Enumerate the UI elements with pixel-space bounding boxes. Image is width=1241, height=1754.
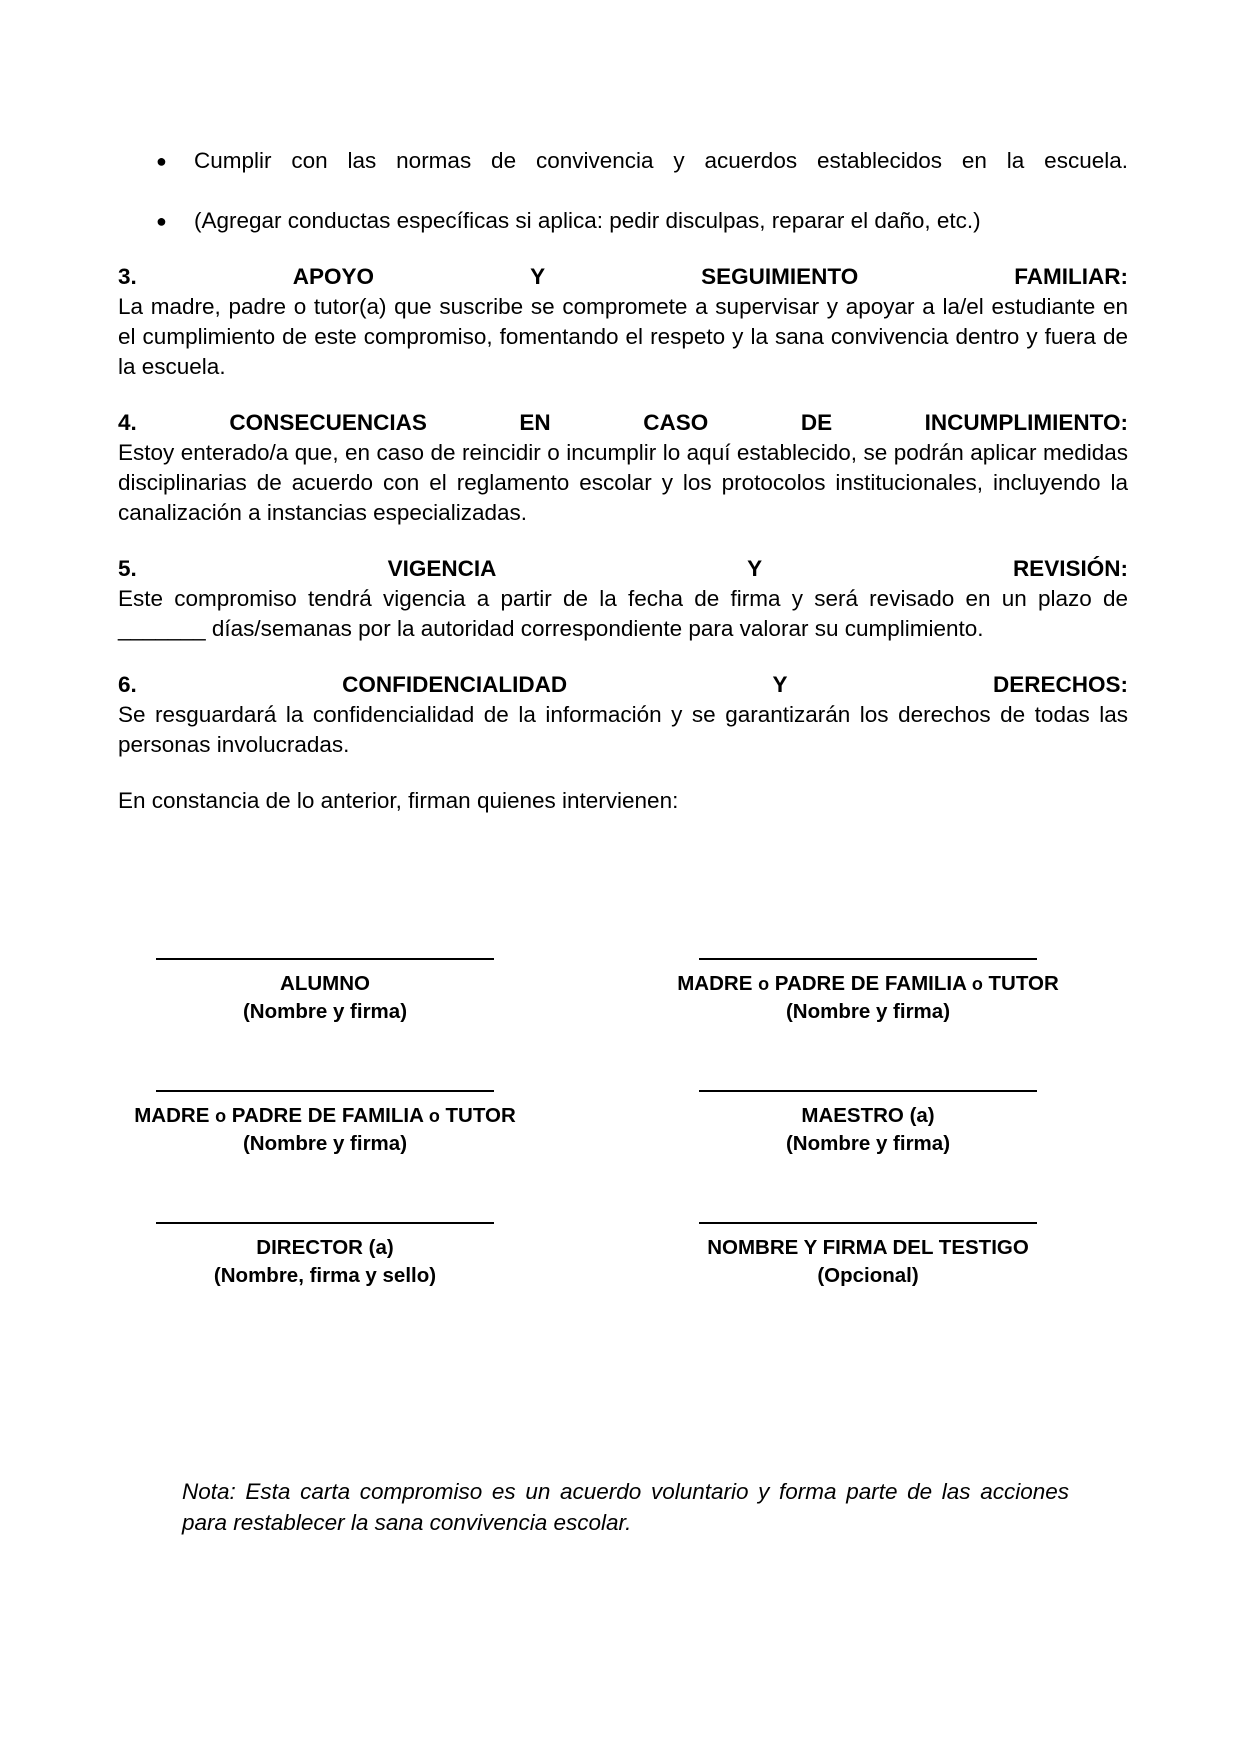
heading-word: 5. <box>118 556 137 581</box>
list-item <box>118 146 1128 176</box>
heading-word: Y <box>772 672 788 697</box>
signature-maestro <box>648 1090 1088 1158</box>
heading-word: 3. <box>118 264 137 289</box>
signature-caption: (Nombre y firma) <box>242 1132 408 1155</box>
signature-role: DIRECTOR (a) <box>256 1236 394 1259</box>
heading-word: VIGENCIA <box>387 556 497 581</box>
heading-word: EN <box>519 410 551 435</box>
signature-role: MAESTRO (a) <box>801 1104 935 1127</box>
heading-word: 4. <box>118 410 137 435</box>
heading-word: 6. <box>118 672 137 697</box>
signature-row <box>0 1222 1241 1354</box>
heading-word: CONSECUENCIAS <box>229 410 427 435</box>
signature-line <box>156 1090 494 1092</box>
commitment-list <box>118 146 1128 236</box>
section-heading <box>118 554 1128 584</box>
signature-alumno <box>105 958 545 1026</box>
list-item-text: (Agregar conductas específicas si aplica: pedir disculpas, reparar el daño, etc.) <box>194 208 981 233</box>
list-item-text: Cumplir con las normas de convivencia y acuerdos establecidos en la escuela. <box>194 148 1128 173</box>
signature-tutor <box>648 958 1088 1026</box>
section-body: Estoy enterado/a que, en caso de reincidir o incumplir lo aquí establecido, se podrán aplicar medidas disciplinarias de acuerdo con el reglamento escolar y los protocolos institucionales, incluyendo la canalización a instancias especializadas. <box>118 440 1128 525</box>
signature-role: MADRE o PADRE DE FAMILIA o TUTOR <box>134 1104 516 1127</box>
section-heading <box>118 670 1128 700</box>
signature-block <box>0 958 1241 1354</box>
heading-word: REVISIÓN: <box>1012 556 1128 581</box>
section-heading <box>118 262 1128 292</box>
heading-word: FAMILIAR: <box>1014 264 1128 289</box>
signature-line <box>156 1222 494 1224</box>
signature-caption: (Nombre y firma) <box>785 1132 951 1155</box>
signature-line <box>699 1222 1037 1224</box>
heading-word: APOYO <box>292 264 375 289</box>
document-body <box>118 146 1128 816</box>
signature-line <box>699 958 1037 960</box>
signature-director <box>105 1222 545 1290</box>
section-consecuencias <box>118 408 1128 528</box>
signature-caption: (Nombre y firma) <box>785 1000 951 1023</box>
signature-line <box>699 1090 1037 1092</box>
list-item <box>118 206 1128 236</box>
heading-word: DE <box>800 410 833 435</box>
signature-tutor <box>105 1090 545 1158</box>
footnote: Nota: Esta carta compromiso es un acuerdo voluntario y forma parte de las acciones para restablecer la sana convivencia escolar. <box>182 1479 1069 1535</box>
section-body: La madre, padre o tutor(a) que suscribe se compromete a supervisar y apoyar a la/el estudiante en el cumplimiento de este compromiso, fomentando el respeto y la sana convivencia dentro y fuera de la escuela. <box>118 294 1128 379</box>
section-apoyo-seguimiento <box>118 262 1128 382</box>
heading-word: Y <box>747 556 763 581</box>
signature-role: NOMBRE Y FIRMA DEL TESTIGO <box>707 1236 1029 1259</box>
signature-role: MADRE o PADRE DE FAMILIA o TUTOR <box>677 972 1059 995</box>
signature-testigo <box>648 1222 1088 1290</box>
section-vigencia <box>118 554 1128 644</box>
heading-word: CASO <box>643 410 709 435</box>
signature-role: ALUMNO <box>280 972 370 995</box>
heading-word: INCUMPLIMIENTO: <box>924 410 1128 435</box>
heading-word: CONFIDENCIALIDAD <box>342 672 568 697</box>
heading-word: Y <box>530 264 546 289</box>
signature-line <box>156 958 494 960</box>
section-body: Este compromiso tendrá vigencia a partir de la fecha de firma y será revisado en un plazo de _______ días/semanas por la autoridad correspondiente para valorar su cumplimiento. <box>118 586 1128 641</box>
signature-row <box>0 1090 1241 1222</box>
section-body: Se resguardará la confidencialidad de la información y se garantizarán los derechos de todas las personas involucradas. <box>118 702 1128 757</box>
heading-word: DERECHOS: <box>992 672 1128 697</box>
bullet-icon: ● <box>156 211 167 231</box>
section-heading <box>118 408 1128 438</box>
signature-caption: (Nombre, firma y sello) <box>213 1264 437 1287</box>
closing-statement: En constancia de lo anterior, firman quienes intervienen: <box>118 788 679 813</box>
section-confidencialidad <box>118 670 1128 760</box>
signature-caption: (Nombre y firma) <box>242 1000 408 1023</box>
signature-caption: (Opcional) <box>817 1264 919 1287</box>
heading-word: SEGUIMIENTO <box>701 264 859 289</box>
signature-row <box>0 958 1241 1090</box>
bullet-icon: ● <box>156 151 167 171</box>
